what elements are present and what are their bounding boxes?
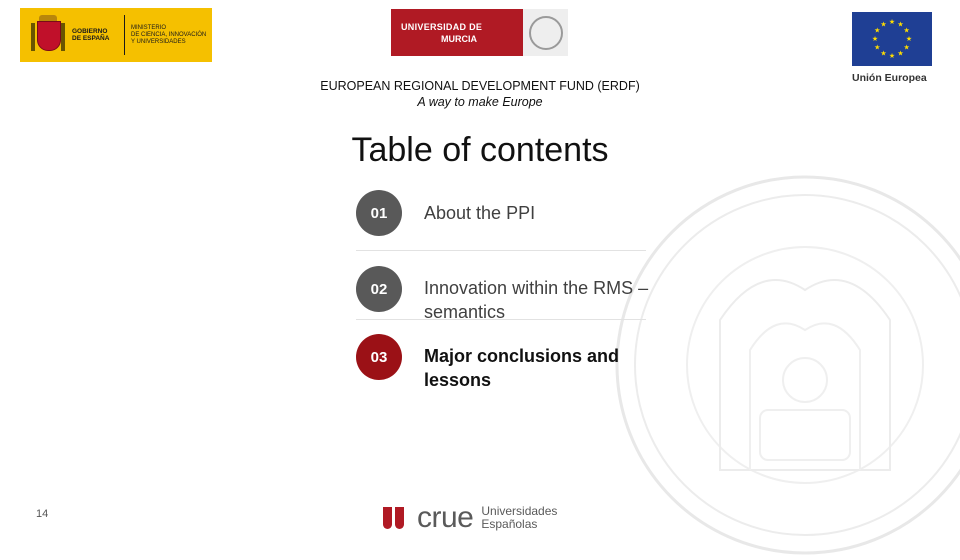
svg-text:★: ★ xyxy=(903,26,910,35)
gobierno-text: GOBIERNO DE ESPAÑA xyxy=(72,27,110,42)
crue-subtitle: Universidades Españolas xyxy=(481,504,558,531)
um-line2: MURCIA xyxy=(441,33,477,44)
logo-divider xyxy=(124,15,125,55)
svg-text:★: ★ xyxy=(874,26,881,35)
eu-stars-icon xyxy=(852,12,932,66)
crue-logo xyxy=(383,503,557,533)
toc-item-conclusions[interactable]: Major conclusions and lessons xyxy=(424,346,620,390)
page-title: Table of contents xyxy=(351,131,609,169)
fund-tagline: A way to make Europe xyxy=(417,95,543,109)
svg-text:★: ★ xyxy=(905,35,913,43)
svg-text:★: ★ xyxy=(880,49,887,58)
svg-text:★: ★ xyxy=(897,49,904,58)
svg-text:★: ★ xyxy=(888,52,896,60)
gobierno-logo xyxy=(20,8,212,62)
toc-number-03: 03 xyxy=(356,334,402,380)
coat-of-arms-icon xyxy=(30,15,66,55)
svg-text:★: ★ xyxy=(888,18,896,26)
um-line1: UNIVERSIDAD DE xyxy=(401,21,483,32)
svg-text:★: ★ xyxy=(903,43,910,52)
crue-wordmark: crue xyxy=(417,501,474,534)
toc-item-about[interactable]: About the PPI xyxy=(424,203,536,223)
svg-text:★: ★ xyxy=(871,35,879,43)
toc-item-innovation-clip xyxy=(424,276,664,319)
ministerio-text: MINISTERIO DE CIENCIA, INNOVACIÓN Y UNIVERSIDADES xyxy=(131,24,207,45)
crue-mark-icon xyxy=(383,507,407,529)
fund-title: EUROPEAN REGIONAL DEVELOPMENT FUND (ERDF) xyxy=(320,79,640,93)
svg-text:★: ★ xyxy=(897,20,904,29)
toc-divider xyxy=(356,319,646,320)
page-number: 14 xyxy=(36,508,49,520)
eu-logo xyxy=(852,12,934,84)
universidad-murcia-logo xyxy=(391,9,568,56)
university-seal-icon xyxy=(523,9,568,56)
eu-flag-icon xyxy=(852,12,932,66)
toc-item-innovation[interactable]: Innovation within the RMS – semantics xyxy=(424,278,649,319)
svg-text:★: ★ xyxy=(880,20,887,29)
eu-caption: Unión Europea xyxy=(852,72,927,84)
toc-number-01: 01 xyxy=(356,190,402,236)
toc-divider xyxy=(356,250,646,251)
toc-number-02: 02 xyxy=(356,266,402,312)
svg-text:★: ★ xyxy=(874,43,881,52)
